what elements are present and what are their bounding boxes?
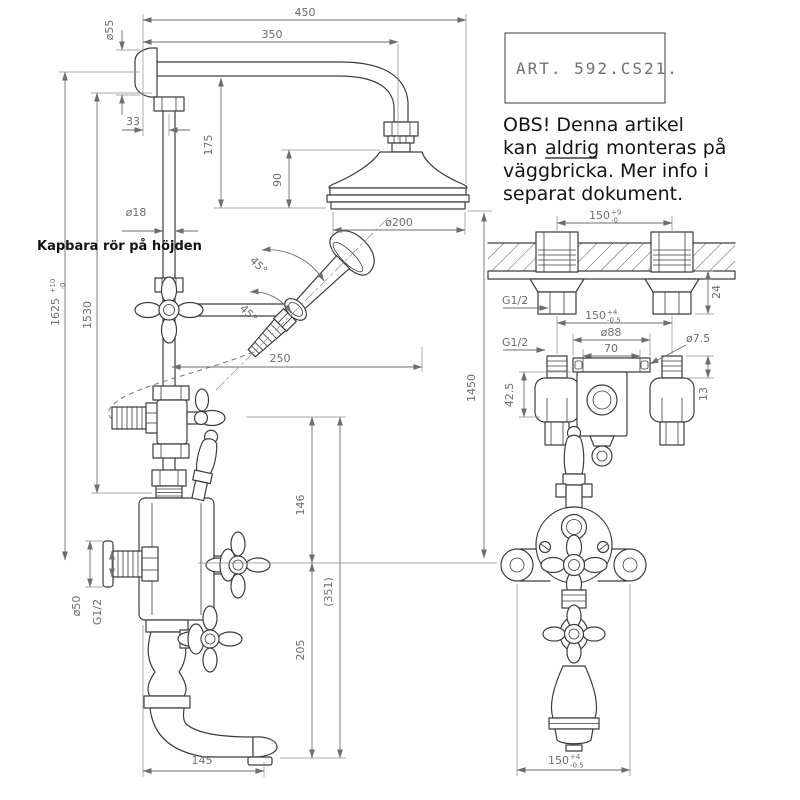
dim-screw-hole-diameter: ø7.5 xyxy=(686,332,711,345)
dim-escutcheon-diameter: ø50 xyxy=(70,595,83,617)
dim-total-height: 1625 xyxy=(49,298,62,326)
shower-arm xyxy=(157,62,418,152)
obs-note-line3: väggbricka. Mer info i xyxy=(503,160,709,182)
shower-head xyxy=(327,152,469,209)
dim-head-diameter: ø200 xyxy=(385,216,413,229)
art-number: ART. 592.CS21. xyxy=(516,59,679,78)
riser-cross-handle xyxy=(135,277,203,343)
obs-note-line2-part2: monteras på xyxy=(606,137,727,159)
dim-wall-to-pipe: 33 xyxy=(126,115,140,128)
dim-angle-lower: 45° xyxy=(236,302,260,326)
cut-pipes-note: Kapbara rör på höjden xyxy=(37,239,202,254)
dim-pipe-diameter: ø18 xyxy=(125,206,147,219)
dim-front-cc-tol-lower: -0.5 xyxy=(570,761,584,770)
obs-note xyxy=(503,114,726,205)
art-number-box xyxy=(505,33,679,103)
rear-elbow-right xyxy=(650,378,694,445)
dim-riser-height: 1530 xyxy=(81,301,94,329)
obs-note-line4: separat dokument. xyxy=(503,183,684,205)
dim-wall-cc-tol-upper: +9 xyxy=(611,208,622,217)
dim-valve-top-to-center: 146 xyxy=(294,494,307,516)
dim-total-height-tol-upper: +10 xyxy=(49,278,57,294)
dim-body-width: ø88 xyxy=(600,326,622,339)
dim-spout-reach: 145 xyxy=(191,754,213,767)
valve-rear-view xyxy=(502,309,714,467)
obs-note-line2-part1: kan xyxy=(503,137,538,159)
dim-center-to-spout-outlet: 205 xyxy=(294,639,307,661)
obs-note-line2-underlined: aldrig xyxy=(545,137,600,159)
dim-wall-thread: G1/2 xyxy=(502,294,529,307)
dim-handshower-reach: 250 xyxy=(269,352,291,365)
dim-arm-reach-center: 350 xyxy=(261,28,283,41)
dim-total-height-tol-lower: -0 xyxy=(59,282,67,290)
wall-section-view xyxy=(488,209,735,315)
dim-plate-to-center: 42.5 xyxy=(503,382,516,408)
wall-hatch xyxy=(488,243,735,271)
dim-reference-total: (351) xyxy=(322,577,335,607)
dim-front-cc: 150 xyxy=(548,754,569,767)
dim-valve-cc: 150 xyxy=(585,309,606,322)
dim-valve-thread: G1/2 xyxy=(502,336,529,349)
dim-wall-cc: 150 xyxy=(589,209,610,222)
dim-valve-cc-tol-lower: -0.5 xyxy=(607,316,621,325)
dim-wall-depth: 24 xyxy=(710,285,723,299)
dim-arm-reach-total: 450 xyxy=(294,6,316,19)
dim-inlet-thread: G1/2 xyxy=(91,598,104,626)
riser-coupling xyxy=(152,470,186,498)
dim-wall-cc-tol-lower: -0 xyxy=(611,216,618,225)
dim-head-to-valve: 1450 xyxy=(465,374,478,402)
dim-flange-diameter: ø55 xyxy=(103,19,116,41)
wall-flange xyxy=(135,48,184,111)
dim-valve-cc-tol-upper: +4 xyxy=(607,308,618,317)
side-view xyxy=(103,48,469,765)
valve-front-view xyxy=(501,427,646,777)
dim-arm-drop: 175 xyxy=(202,134,215,156)
dim-screw-cc: 70 xyxy=(604,342,618,355)
obs-note-line1: OBS! Denna artikel xyxy=(503,114,684,136)
dim-head-height: 90 xyxy=(271,173,284,187)
dim-angle-upper: 45° xyxy=(246,254,270,278)
hand-shower xyxy=(233,222,382,371)
side-view-dimensions xyxy=(49,6,497,777)
dim-thread-length: 13 xyxy=(697,387,710,401)
tub-spout xyxy=(144,606,277,765)
dim-front-cc-tol-upper: +4 xyxy=(570,753,581,761)
